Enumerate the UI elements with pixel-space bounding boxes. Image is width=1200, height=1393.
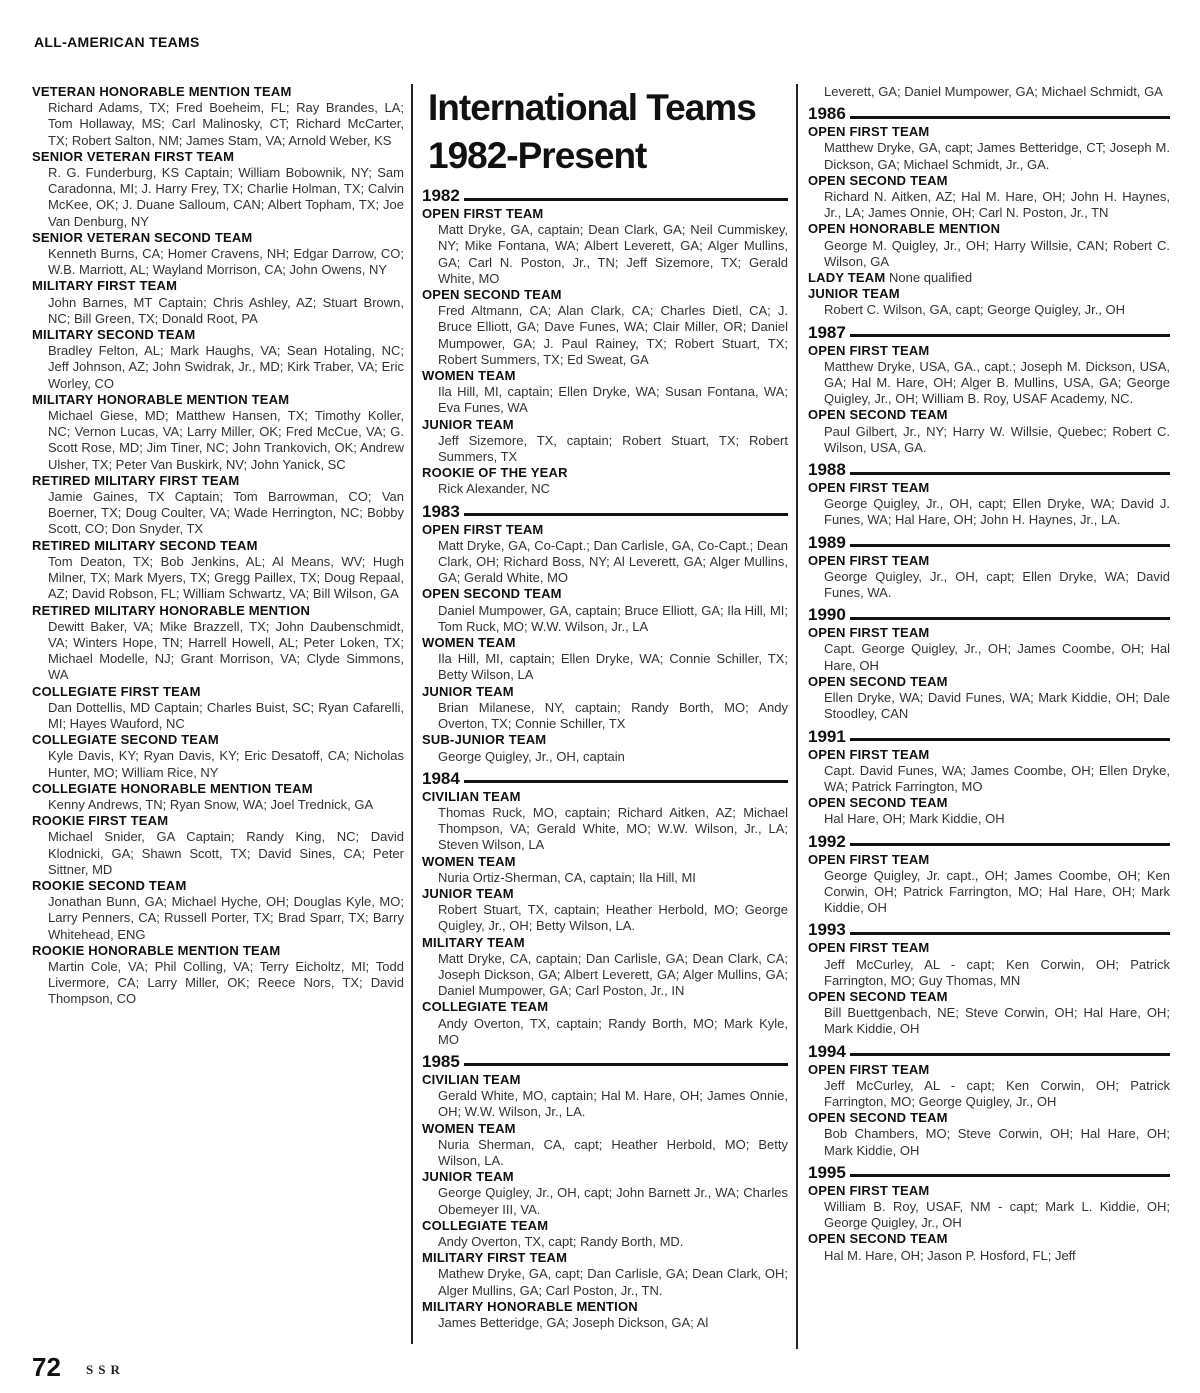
year-label: 1983 (422, 501, 460, 521)
section-text: Brian Milanese, NY, captain; Randy Borth, MO; Andy Overton, TX; Connie Schiller, TX (438, 699, 788, 732)
section-text: Jonathan Bunn, GA; Michael Hyche, OH; Douglas Kyle, MO; Larry Penners, CA; Russell Porter, TX; Brad Sparr, TX; Barry Whitehead, ENG (48, 894, 404, 942)
section-text: Matthew Dryke, GA, capt; James Betteridge, CT; Joseph M. Dickson, GA; Michael Schmidt, Jr., GA. (824, 140, 1170, 172)
section-heading: JUNIOR TEAM (422, 683, 514, 699)
section-heading: CIVILIAN TEAM (422, 1071, 521, 1087)
section-text: George Quigley, Jr., OH, capt; Ellen Dryke, WA; David J. Funes, WA; Hal Hare, OH; John H. Haynes, Jr., LA. (824, 496, 1170, 528)
section-text: Thomas Ruck, MO, captain; Richard Aitken, AZ; Michael Thompson, VA; Gerald White, MO; W.W. Wilson, Jr., LA; Steven Wilson, LA (438, 804, 788, 853)
section-inline-text: None qualified (889, 270, 973, 286)
year-heading (808, 533, 1170, 553)
year-label: 1994 (808, 1041, 846, 1061)
year-heading (808, 104, 1170, 124)
year-label: 1990 (808, 605, 846, 625)
section-text: Martin Cole, VA; Phil Colling, VA; Terry Eicholtz, MI; Todd Livermore, CA; Larry Miller, OK; Reece Nors, TX; David Thompson, CO (48, 958, 404, 1007)
section-heading: CIVILIAN TEAM (422, 788, 521, 804)
section-heading: OPEN SECOND TEAM (422, 287, 562, 303)
page-number: 72 (32, 1352, 61, 1382)
section-text: Matt Dryke, CA, captain; Dan Carlisle, GA; Dean Clark, CA; Joseph Dickson, GA; Albert Leverett, GA; Alger Mullins, GA; Daniel Mumpower, GA; Carl Poston, Jr., IN (438, 950, 788, 999)
right-column (808, 84, 1170, 1333)
section-heading: COLLEGIATE FIRST TEAM (32, 683, 201, 699)
year-heading (422, 186, 788, 206)
section-text: Robert Stuart, TX, captain; Heather Herbold, MO; George Quigley, Jr., OH; Betty Wilson, LA. (438, 902, 788, 934)
year-rule (850, 334, 1170, 337)
year-label: 1989 (808, 532, 846, 552)
section-text: Gerald White, MO, captain; Hal M. Hare, OH; James Onnie, OH; W.W. Wilson, Jr., LA. (438, 1088, 788, 1120)
section-heading: OPEN SECOND TEAM (422, 586, 562, 602)
section-text: Andy Overton, TX, captain; Randy Borth, MO; Mark Kyle, MO (438, 1015, 788, 1047)
section-text: Mathew Dryke, GA, capt; Dan Carlisle, GA; Dean Clark, OH; Alger Mullins, GA; Carl Poston, Jr., TN. (438, 1266, 788, 1298)
section-heading: ROOKIE FIRST TEAM (32, 813, 169, 829)
year-heading (808, 727, 1170, 747)
year-rule (850, 617, 1170, 620)
section-heading: OPEN SECOND TEAM (808, 407, 948, 423)
section-text: Nuria Sherman, CA, capt; Heather Herbold, MO; Betty Wilson, LA. (438, 1136, 788, 1168)
section-text: Matt Dryke, GA, captain; Dean Clark, GA; Neil Cummiskey, NY; Mike Fontana, WA; Albert Leverett, GA; Alger Mullins, GA; Carl N. Poston, Jr., TN; Jeff Sizemore, TX; Gerald White, MO (438, 222, 788, 286)
section-text: John Barnes, MT Captain; Chris Ashley, AZ; Stuart Brown, NC; Bill Green, TX; Donald Root, PA (48, 294, 404, 326)
section-text: Michael Snider, GA Captain; Randy King, NC; David Klodnicki, GA; Shawn Scott, TX; David Sines, CA; Peter Sittner, MD (48, 829, 404, 877)
year-rule (850, 116, 1170, 119)
year-rule (464, 780, 788, 783)
section-text: Jamie Gaines, TX Captain; Tom Barrowman, CO; Van Boerner, TX; Doug Coulter, VA; Wade Herrington, NC; Bobby Scott, CO; Don Snyder, TX (48, 489, 404, 537)
year-label: 1982 (422, 186, 460, 205)
year-label: 1988 (808, 460, 846, 480)
year-label: 1992 (808, 831, 846, 851)
section-text: Rick Alexander, NC (438, 481, 550, 497)
section-heading: OPEN FIRST TEAM (808, 1061, 930, 1077)
section-heading: MILITARY HONORABLE MENTION (422, 1298, 638, 1314)
section-heading: OPEN FIRST TEAM (808, 342, 930, 358)
year-rule (850, 1053, 1170, 1056)
section-heading: COLLEGIATE TEAM (422, 999, 549, 1015)
section-text: Fred Altmann, CA; Alan Clark, CA; Charles Dietl, CA; J. Bruce Elliott, GA; Dave Funes, WA; Clair Miller, OR; Daniel Mumpower, GA; J. Paul Rainey, TX; Robert Stuart, TX; Robert Summers, TX; Ed Sweat, GA (438, 303, 788, 367)
section-text: Jeff McCurley, AL - capt; Ken Corwin, OH; Patrick Farrington, MO; George Quigley, Jr., OH (824, 1077, 1170, 1109)
section-heading: OPEN FIRST TEAM (808, 124, 930, 140)
year-label: 1993 (808, 920, 846, 940)
section-heading: OPEN SECOND TEAM (808, 795, 948, 811)
year-rule (464, 198, 788, 201)
page-title-line-1: International Teams (428, 87, 756, 128)
section-text: George Quigley, Jr., OH, capt; John Barnett Jr., WA; Charles Obemeyer III, VA. (438, 1185, 788, 1217)
section-heading: ROOKIE OF THE YEAR (422, 465, 568, 481)
year-rule (850, 544, 1170, 547)
section-text: Ila Hill, MI, captain; Ellen Dryke, WA; Connie Schiller, TX; Betty Wilson, LA (438, 651, 788, 683)
section-heading: WOMEN TEAM (422, 1120, 516, 1136)
section-heading: OPEN FIRST TEAM (422, 521, 544, 537)
year-label: 1986 (808, 104, 846, 124)
year-rule (850, 738, 1170, 741)
section-text: Hal M. Hare, OH; Jason P. Hosford, FL; Jeff (824, 1247, 1076, 1263)
year-heading (808, 323, 1170, 343)
section-text: Bill Buettgenbach, NE; Steve Corwin, OH; Hal Hare, OH; Mark Kiddie, OH (824, 1005, 1170, 1037)
section-heading: OPEN SECOND TEAM (808, 1231, 948, 1247)
continued-text: Leverett, GA; Daniel Mumpower, GA; Michael Schmidt, GA (824, 84, 1163, 99)
section-heading: OPEN FIRST TEAM (808, 940, 930, 956)
section-text: George Quigley, Jr. capt., OH; James Coombe, OH; Ken Corwin, OH; Patrick Farrington, MO; Hal Hare, OH; Mark Kiddie, OH (824, 867, 1170, 916)
section-heading: RETIRED MILITARY FIRST TEAM (32, 472, 240, 488)
page-title (428, 84, 788, 180)
section-heading: ROOKIE SECOND TEAM (32, 877, 187, 893)
section-text: Andy Overton, TX, capt; Randy Borth, MD. (438, 1233, 684, 1249)
section-text: Matthew Dryke, USA, GA., capt.; Joseph M. Dickson, USA, GA; Hal M. Hare, OH; Alger B. Mullins, USA, GA; George Quigley, Jr., OH; William B. Roy, USAF Academy, NC. (824, 358, 1170, 407)
page-title-line-2: 1982-Present (428, 135, 647, 176)
section-heading: JUNIOR TEAM (808, 286, 900, 302)
publication-mark: SSR (86, 1362, 125, 1377)
year-heading (422, 769, 788, 789)
section-text: Kyle Davis, KY; Ryan Davis, KY; Eric Desatoff, CA; Nicholas Hunter, MO; William Rice, NY (48, 748, 404, 780)
section-text: Bradley Felton, AL; Mark Haughs, VA; Sean Hotaling, NC; Jeff Johnson, AZ; John Swidrak, Jr., MD; Kirk Traber, VA; Eric Worley, CO (48, 343, 404, 391)
section-heading: MILITARY FIRST TEAM (422, 1250, 568, 1266)
section-text: Jeff McCurley, AL - capt; Ken Corwin, OH; Patrick Farrington, MO; Guy Thomas, MN (824, 956, 1170, 988)
year-rule (850, 932, 1170, 935)
year-rule (850, 843, 1170, 846)
section-text: Richard N. Aitken, AZ; Hal M. Hare, OH; John H. Haynes, Jr., LA; James Onnie, OH; Carl N. Poston, Jr., TN (824, 189, 1170, 221)
section-text: Richard Adams, TX; Fred Boeheim, FL; Ray Brandes, LA; Tom Hollaway, MS; Carl Malinosky, CT; Richard McCarter, TX; Robert Salton, NM; James Stam, VA; Arnold Weber, KS (48, 100, 404, 148)
year-rule (464, 1063, 788, 1066)
year-heading (422, 502, 788, 522)
section-heading: OPEN SECOND TEAM (808, 673, 948, 689)
section-text: Daniel Mumpower, GA, captain; Bruce Elliott, GA; Ila Hill, MI; Tom Ruck, MO; W.W. Wilson, Jr., LA (438, 602, 788, 634)
year-heading (808, 1042, 1170, 1062)
section-heading: JUNIOR TEAM (422, 416, 514, 432)
middle-year-list (422, 186, 788, 1331)
section-heading: OPEN HONORABLE MENTION (808, 221, 1001, 237)
year-label: 1995 (808, 1162, 846, 1182)
right-year-list (808, 104, 1170, 1264)
year-heading (808, 605, 1170, 625)
section-text: Matt Dryke, GA, Co-Capt.; Dan Carlisle, GA, Co-Capt.; Dean Clark, OH; Richard Boss, NY; Al Leverett, GA; Alger Mullins, GA; Gerald White, MO (438, 537, 788, 586)
year-heading (808, 832, 1170, 852)
section-text: Kenny Andrews, TN; Ryan Snow, WA; Joel Trednick, GA (48, 796, 374, 812)
section-heading: SENIOR VETERAN FIRST TEAM (32, 148, 235, 164)
section-heading: COLLEGIATE SECOND TEAM (32, 732, 219, 748)
section-heading: JUNIOR TEAM (422, 885, 514, 901)
section-text: Robert C. Wilson, GA, capt; George Quigley, Jr., OH (824, 302, 1126, 318)
section-heading: COLLEGIATE TEAM (422, 1217, 549, 1233)
section-heading: OPEN SECOND TEAM (808, 988, 948, 1004)
section-text: George M. Quigley, Jr., OH; Harry Willsie, CAN; Robert C. Wilson, GA (824, 237, 1170, 269)
section-text: Paul Gilbert, Jr., NY; Harry W. Willsie, Quebec; Robert C. Wilson, USA, GA. (824, 423, 1170, 455)
section-heading: OPEN FIRST TEAM (808, 746, 930, 762)
year-heading (808, 1163, 1170, 1183)
section-heading: OPEN FIRST TEAM (422, 206, 544, 221)
section-text: Jeff Sizemore, TX, captain; Robert Stuart, TX; Robert Summers, TX (438, 432, 788, 465)
section-text: Nuria Ortiz-Sherman, CA, captain; Ila Hill, MI (438, 869, 696, 885)
section-text: Bob Chambers, MO; Steve Corwin, OH; Hal Hare, OH; Mark Kiddie, OH (824, 1126, 1170, 1158)
section-heading: MILITARY HONORABLE MENTION TEAM (32, 391, 290, 407)
section-heading: OPEN SECOND TEAM (808, 1110, 948, 1126)
year-heading (808, 460, 1170, 480)
section-text: Dewitt Baker, VA; Mike Brazzell, TX; John Daubenschmidt, VA; Winters Hope, TN; Harrell Howell, AL; Peter Loken, TX; Michael Modelle, NJ; Grant Morrison, VA; Clyde Simmons, WA (48, 618, 404, 683)
section-text: George Quigley, Jr., OH, captain (438, 748, 625, 764)
year-rule (850, 1174, 1170, 1177)
section-heading: RETIRED MILITARY SECOND TEAM (32, 537, 258, 553)
section-heading: COLLEGIATE HONORABLE MENTION TEAM (32, 780, 313, 796)
year-rule (464, 513, 788, 516)
column-rule-2 (796, 84, 798, 1349)
year-heading (422, 1052, 788, 1072)
section-heading: JUNIOR TEAM (422, 1169, 514, 1185)
section-inline (808, 270, 1170, 286)
section-text: Michael Giese, MD; Matthew Hansen, TX; Timothy Koller, NC; Vernon Lucas, VA; Larry Miller, OK; Fred McCue, VA; G. Scott Rose, MD; Jim Tiner, NC; John Trankovich, OK; Andrew Ulsher, TX; Peter Van Buskirk, NV; John Yanick, SC (48, 408, 404, 472)
section-heading: OPEN FIRST TEAM (808, 625, 930, 641)
section-text: James Betteridge, GA; Joseph Dickson, GA; Al (438, 1315, 709, 1330)
section-heading: MILITARY FIRST TEAM (32, 278, 178, 294)
column-rule-1 (411, 84, 413, 1344)
section-text: Tom Deaton, TX; Bob Jenkins, AL; Al Means, WV; Hugh Milner, TX; Mark Myers, TX; Gregg Paillex, TX; Doug Repaal, AZ; David Robson, FL; William Schwartz, VA; Bill Wilson, GA (48, 553, 404, 602)
section-heading: OPEN FIRST TEAM (808, 480, 930, 496)
section-heading: OPEN SECOND TEAM (808, 172, 948, 188)
section-text: Capt. David Funes, WA; James Coombe, OH; Ellen Dryke, WA; Patrick Farrington, MO (824, 762, 1170, 794)
section-heading: MILITARY SECOND TEAM (32, 327, 196, 343)
section-text: R. G. Funderburg, KS Captain; William Bobownik, NY; Sam Caradonna, MI; J. Harry Frey, TX; Charlie Holman, TX; Calvin McKee, OK; J. Duane Salloum, CAN; Albert Topham, TX; Joe Van Denburg, NY (48, 165, 404, 229)
section-text: Ila Hill, MI, captain; Ellen Dryke, WA; Susan Fontana, WA; Eva Funes, WA (438, 384, 788, 416)
year-label: 1984 (422, 768, 460, 788)
section-heading: MILITARY TEAM (422, 934, 525, 950)
running-head: ALL-AMERICAN TEAMS (34, 34, 200, 50)
section-heading: WOMEN TEAM (422, 368, 516, 384)
section-heading: WOMEN TEAM (422, 853, 516, 869)
section-heading: ROOKIE HONORABLE MENTION TEAM (32, 942, 281, 958)
section-text: Dan Dottellis, MD Captain; Charles Buist, SC; Ryan Cafarelli, MI; Hayes Wauford, NC (48, 699, 404, 731)
section-text: Hal Hare, OH; Mark Kiddie, OH (824, 811, 1005, 827)
left-column (32, 84, 404, 1333)
year-label: 1985 (422, 1051, 460, 1071)
middle-column (422, 84, 788, 1333)
year-label: 1987 (808, 322, 846, 342)
section-heading: WOMEN TEAM (422, 635, 516, 651)
section-text: Ellen Dryke, WA; David Funes, WA; Mark Kiddie, OH; Dale Stoodley, CAN (824, 690, 1170, 722)
year-label: 1991 (808, 726, 846, 746)
section-heading: LADY TEAM (808, 270, 886, 286)
section-text: George Quigley, Jr., OH, capt; Ellen Dryke, WA; David Funes, WA. (824, 568, 1170, 601)
year-rule (850, 472, 1170, 475)
section-heading: SUB-JUNIOR TEAM (422, 732, 547, 748)
section-text: William B. Roy, USAF, NM - capt; Mark L. Kiddie, OH; George Quigley, Jr., OH (824, 1198, 1170, 1231)
section-text: Capt. George Quigley, Jr., OH; James Coombe, OH; Hal Hare, OH (824, 641, 1170, 673)
section-heading: SENIOR VETERAN SECOND TEAM (32, 229, 253, 245)
section-heading: OPEN FIRST TEAM (808, 1182, 930, 1198)
section-heading: OPEN FIRST TEAM (808, 552, 930, 568)
section-heading: OPEN FIRST TEAM (808, 851, 930, 867)
year-heading (808, 920, 1170, 940)
section-text: Kenneth Burns, CA; Homer Cravens, NH; Edgar Darrow, CO; W.B. Marriott, AL; Wayland Morrison, CA; John Owens, NY (48, 246, 404, 278)
section-heading: RETIRED MILITARY HONORABLE MENTION (32, 602, 311, 618)
section-heading: VETERAN HONORABLE MENTION TEAM (32, 84, 292, 99)
